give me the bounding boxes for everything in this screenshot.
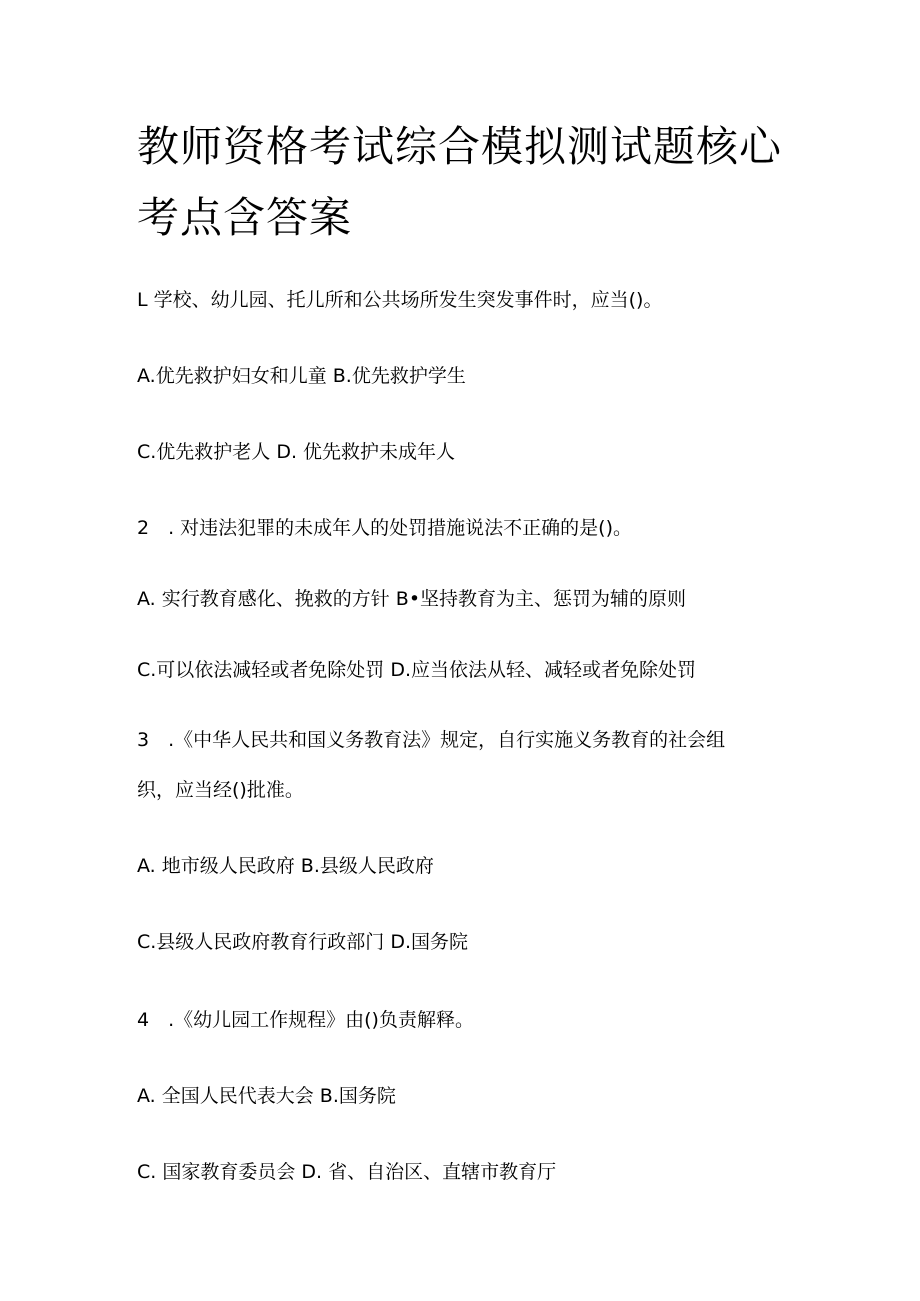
question-options: A. 全国人民代表大会 B.国务院 — [137, 1085, 396, 1107]
document-title-line-1: 教师资格考试综合模拟测试题核心 — [137, 122, 783, 171]
document-title-line-2: 考点含答案 — [137, 193, 353, 242]
question-options: C. 国家教育委员会 D. 省、自治区、直辖市教育厅 — [137, 1161, 557, 1183]
question-options: A. 实行教育感化、挽救的方针 B•坚持教育为主、惩罚为辅的原则 — [137, 588, 687, 610]
question-stem: 4 .《幼儿园工作规程》由()负责解释。 — [137, 1009, 474, 1031]
question-options: A.优先救护妇女和儿童 B.优先救护学生 — [137, 365, 466, 387]
question-stem: 3 .《中华人民共和国义务教育法》规定，自行实施义务教育的社会组 — [137, 729, 726, 751]
question-options: C.县级人民政府教育行政部门 D.国务院 — [137, 931, 469, 953]
question-options: C.可以依法减轻或者免除处罚 D.应当依法从轻、减轻或者免除处罚 — [137, 659, 697, 681]
question-options: A. 地市级人民政府 B.县级人民政府 — [137, 855, 434, 877]
question-stem: L 学校、幼儿园、托儿所和公共场所发生突发事件时，应当()。 — [137, 289, 663, 311]
question-stem: 2 . 对违法犯罪的未成年人的处罚措施说法不正确的是()。 — [137, 517, 632, 539]
question-options: C.优先救护老人 D. 优先救护未成年人 — [137, 441, 456, 463]
question-stem-continued: 织，应当经()批准。 — [137, 779, 304, 801]
